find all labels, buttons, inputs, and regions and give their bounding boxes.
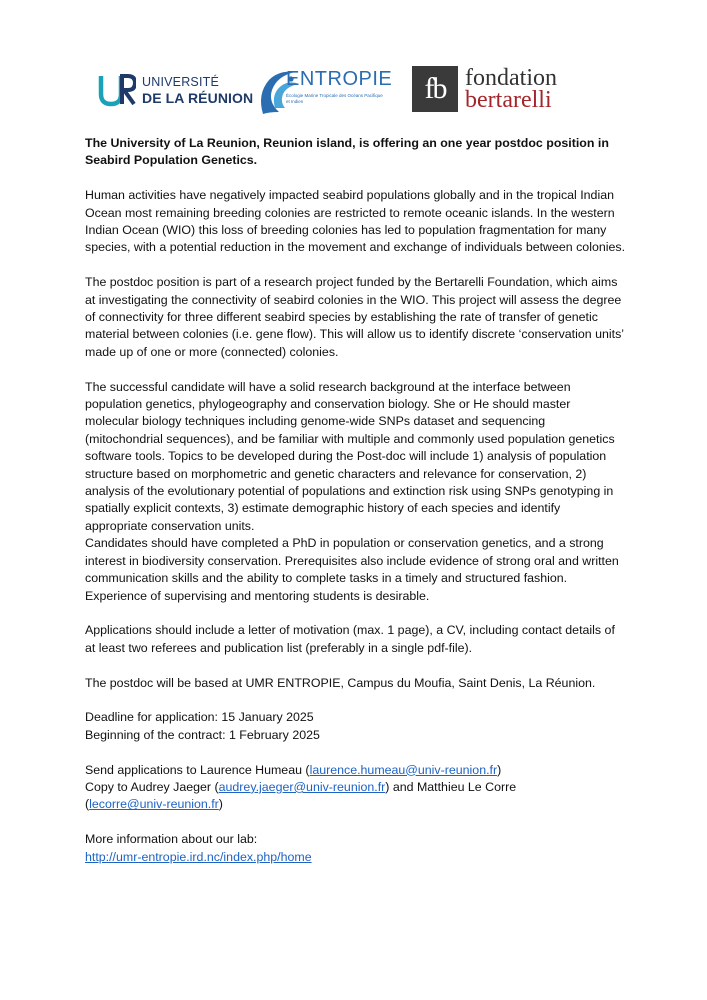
send-to-line — [85, 762, 625, 779]
more-info-label: More information about our lab: — [85, 832, 258, 847]
paragraph-context: Human activities have negatively impacted seabird populations globally and in the tropical Indian Ocean most remaining breeding colonies are restricted to remote oceanic islands. In the western Indian Ocean (WIO) this loss of breeding colonies has led to population fragmentation for many species, with a potential reduction in the movement and exchange of individuals between colonies. — [85, 188, 626, 255]
copy-close: ) — [218, 797, 223, 812]
email-link-lecorre[interactable]: lecorre@univ-reunion.fr — [89, 797, 219, 812]
paragraph-project: The postdoc position is part of a research project funded by the Bertarelli Foundation, which aims at investigating the connectivity of seabird colonies in the WIO. This project will assess the degree of connectivity for three different seabird species by establishing the rate of transfer of genetic material between colonies (i.e. gene flow). This will allow us to identify discrete ‘conservation units’ made up of one or more (connected) colonies. — [85, 275, 624, 359]
univ-line1: UNIVERSITÉ — [142, 75, 220, 89]
fb-line1: fondation — [465, 65, 557, 91]
email-link-humeau[interactable]: laurence.humeau@univ-reunion.fr — [309, 762, 498, 777]
paragraph-requirements: Candidates should have completed a PhD in population or conservation genetics, and a strong interest in biodiversity conservation. Prerequisites also include evidence of strong oral and written communication skills and the ability to complete tasks in a timely and structured fashion. Experience of supervising and mentoring students is desirable. — [85, 536, 619, 603]
lab-url-line — [85, 849, 625, 866]
send-suffix: ) — [497, 762, 502, 777]
copy-to-line — [85, 779, 625, 814]
contract-start-line: Beginning of the contract: 1 February 2025 — [85, 727, 320, 742]
logo-bar — [0, 58, 707, 118]
deadline-line: Deadline for application: 15 January 2025 — [85, 710, 314, 725]
ur-monogram-icon — [98, 72, 136, 108]
email-link-jaeger[interactable]: audrey.jaeger@univ-reunion.fr — [218, 779, 386, 794]
copy-mid: ) and Matthieu Le Corre — [385, 779, 517, 794]
fb-monogram: fb — [412, 66, 458, 112]
entropie-logo — [255, 64, 393, 122]
fb-line2: bertarelli — [465, 87, 552, 113]
univ-name — [142, 74, 253, 106]
copy-prefix: Copy to Audrey Jaeger ( — [85, 779, 219, 794]
paragraph-candidate: The successful candidate will have a solid research background at the interface between population genetics, phylogeography and conservation biology. She or He should master molecular biology techniques including genome-wide SNPs dataset and sequencing (mitochondrial sequences), and be familiar with multiple and commonly used population genetics software tools. Topics to be developed during the Post-doc will include 1) analysis of population structure based on morphometric and genetic characters and relevance for conservation, 2) analysis of the evolutionary potential of populations and extinction risk using SNPs genotyping in spatially explicit contexts, 3) estimate demographic history of each species and identify appropriate conservation units. — [85, 379, 615, 533]
document-body — [85, 135, 625, 866]
univ-line2: DE LA RÉUNION — [142, 90, 254, 106]
paragraph-location: The postdoc will be based at UMR ENTROPIE, Campus du Moufia, Saint Denis, La Réunion. — [85, 675, 596, 690]
fb-name — [465, 67, 557, 111]
universite-reunion-logo — [98, 70, 253, 110]
fondation-bertarelli-logo — [412, 63, 557, 115]
copy-open: ( — [85, 797, 90, 812]
lab-website-link[interactable]: http://umr-entropie.ird.nc/index.php/home — [85, 849, 312, 864]
send-prefix: Send applications to Laurence Humeau ( — [85, 762, 310, 777]
entropie-subtitle: Écologie Marine Tropicale des Océans Pacifique et Indien — [286, 93, 383, 104]
document-title: The University of La Reunion, Reunion island, is offering an one year postdoc position in Seabird Population Genetics. — [85, 136, 609, 168]
entropie-name: ENTROPIE — [286, 68, 393, 90]
paragraph-application: Applications should include a letter of motivation (max. 1 page), a CV, including contact details of at least two referees and publication list (preferably in a single pdf-file). — [85, 623, 615, 655]
